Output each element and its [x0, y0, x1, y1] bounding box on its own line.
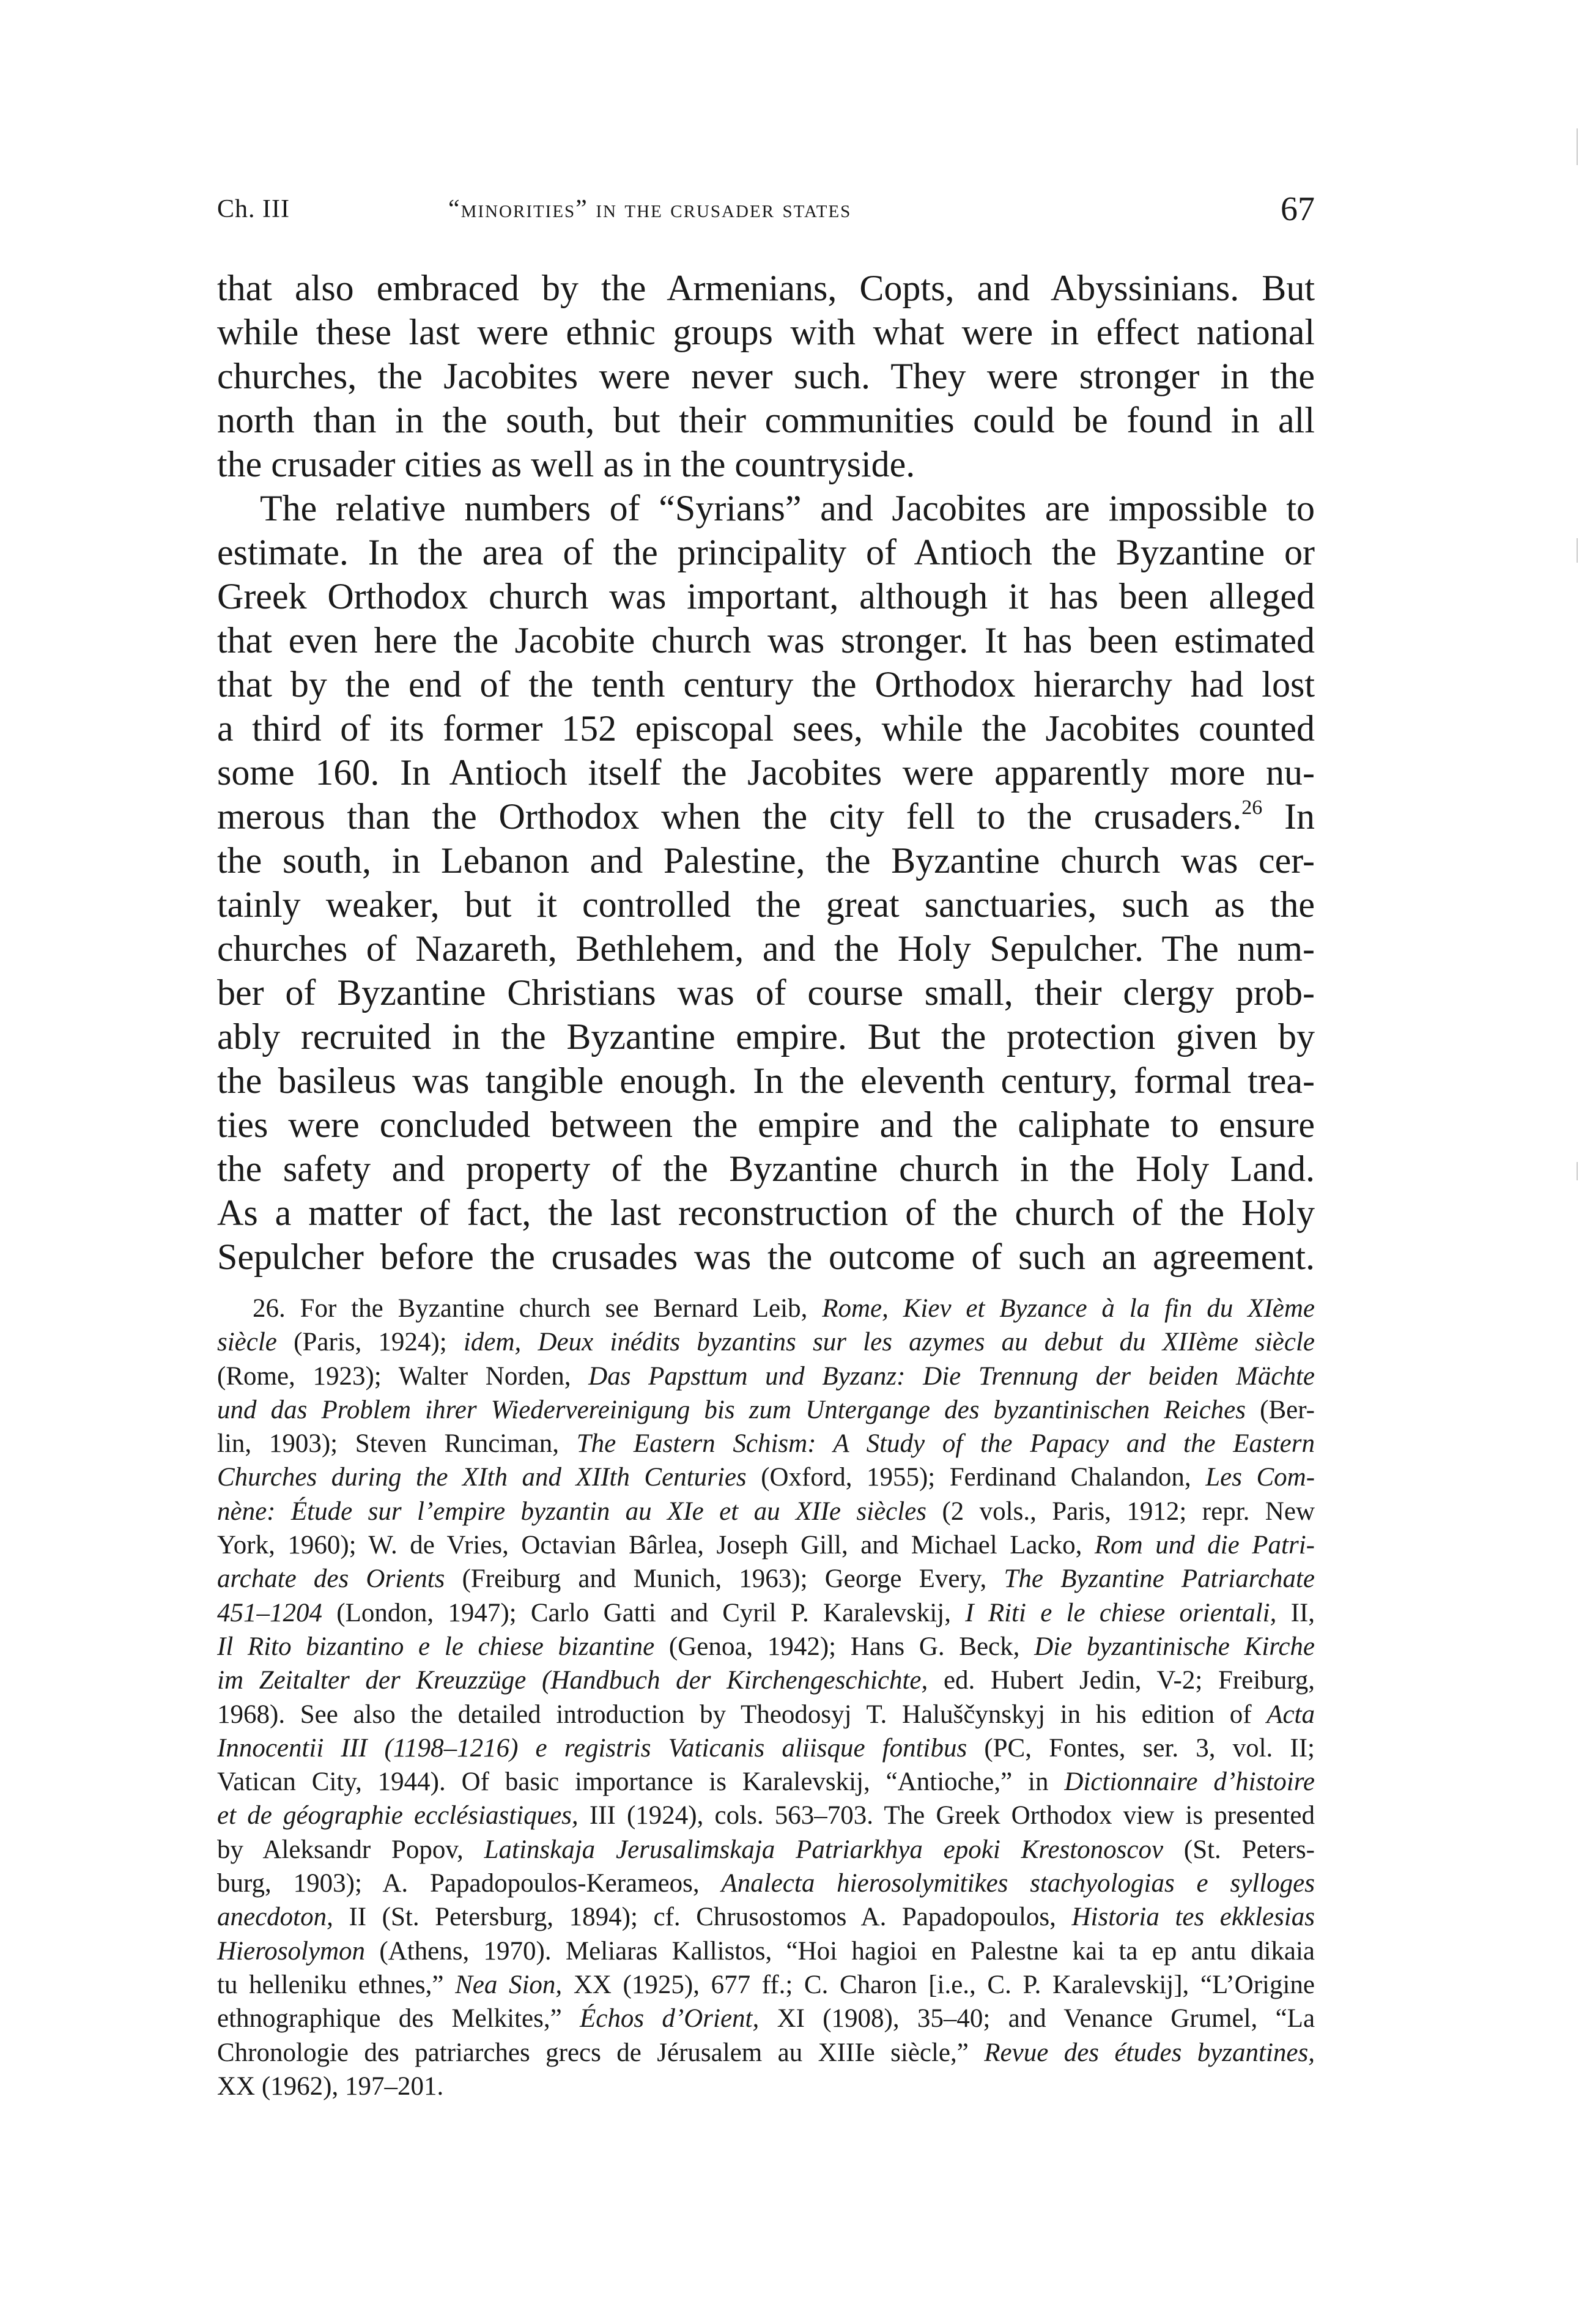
- footnote-text: (St. Peters-: [1183, 1835, 1315, 1864]
- footnote-text: (Athens, 1970). Meliaras Kallistos, “Hoi hagioi en Palestne kai ta ep antu dikaia: [379, 1936, 1315, 1966]
- footnote-line: [217, 2002, 1315, 2035]
- footnote-title: Rom und die Patri-: [1094, 1531, 1315, 1560]
- body-line: As a matter of fact, the last reconstruction of the church of the Holy: [217, 1193, 1315, 1233]
- footnote-title: The Byzantine Patriarchate: [1004, 1564, 1315, 1594]
- body-line: a third of its former 152 episcopal sees, while the Jacobites counted: [217, 708, 1315, 749]
- footnote-text: (London, 1947); Carlo Gatti and Cyril P. Karalevskij,: [336, 1598, 951, 1627]
- footnote-text: ethnographique des Melkites,”: [217, 2004, 562, 2033]
- footnote-line: [217, 1360, 1315, 1393]
- body-line: north than in the south, but their communities could be found in all: [217, 400, 1315, 440]
- body-line-tail: In: [1284, 796, 1315, 837]
- footnote-text: (Rome, 1923); Walter Norden,: [217, 1361, 571, 1391]
- body-line: Greek Orthodox church was important, although it has been alleged: [217, 576, 1315, 616]
- footnote-line: [217, 1900, 1315, 1934]
- body-line: ber of Byzantine Christians was of course small, their clergy prob-: [217, 972, 1315, 1013]
- footnote-line: [217, 1495, 1315, 1528]
- scan-edge-mark: [1577, 538, 1578, 563]
- footnote-reference[interactable]: 26: [1241, 796, 1263, 819]
- footnote-title: Die byzantinische Kirche: [1034, 1632, 1315, 1661]
- footnote-text: 1968). See also the detailed introduction by Theodosyj T. Haluščynskyj in his edition of: [217, 1700, 1252, 1729]
- footnote-text: XX (1925), 677 ff.; C. Charon [i.e., C. P. Karalevskij], “L’Origine: [573, 1970, 1315, 1999]
- footnote-line: [217, 1528, 1315, 1562]
- footnote-text: III (1924), cols. 563–703. The Greek Orthodox view is presented: [589, 1801, 1315, 1830]
- body-line: some 160. In Antioch itself the Jacobites were apparently more nu-: [217, 752, 1315, 793]
- footnote-line: [217, 1663, 1315, 1697]
- body-line: churches, the Jacobites were never such. They were stronger in the: [217, 356, 1315, 396]
- footnote-title: idem, Deux inédits byzantins sur les azymes au debut du XIIème siècle: [463, 1328, 1315, 1357]
- footnote-title: Acta: [1266, 1700, 1315, 1729]
- footnote-text: II,: [1290, 1598, 1315, 1627]
- footnote-title: Il Rito bizantino e le chiese bizantine: [217, 1632, 655, 1661]
- footnote-text: lin, 1903); Steven Runciman,: [217, 1429, 560, 1459]
- footnote-text: (Oxford, 1955); Ferdinand Chalandon,: [761, 1463, 1191, 1492]
- footnote-title: Churches during the XIth and XIIth Centuries: [217, 1463, 747, 1492]
- footnote-title: Dictionnaire d’histoire: [1064, 1767, 1315, 1797]
- body-text: [217, 266, 1315, 1279]
- body-line-with-note-ref: [217, 794, 1315, 838]
- body-line: tainly weaker, but it controlled the great sanctuaries, such as the: [217, 884, 1315, 925]
- footnote-line: [217, 1460, 1315, 1494]
- footnote-title: I Riti e le chiese orientali,: [965, 1598, 1277, 1627]
- footnote-line: [217, 1698, 1315, 1731]
- body-line: ably recruited in the Byzantine empire. But the protection given by: [217, 1016, 1315, 1057]
- footnote-line: [217, 1292, 1315, 1325]
- footnote-line: [217, 1427, 1315, 1460]
- footnote-title: et de géographie ecclésiastiques,: [217, 1801, 579, 1830]
- footnote-title: anecdoton,: [217, 1903, 333, 1932]
- footnote-line: [217, 1731, 1315, 1765]
- footnote-text: (2 vols., Paris, 1912; repr. New: [942, 1497, 1315, 1526]
- footnote-text: burg, 1903); A. Papadopoulos-Kerameos,: [217, 1869, 700, 1898]
- footnote-text: Vatican City, 1944). Of basic importance is Karalevskij, “Antioche,” in: [217, 1767, 1049, 1797]
- footnote-title: Rome, Kiev et Byzance à la fin du XIème: [822, 1294, 1315, 1323]
- footnote-text: For the Byzantine church see Bernard Leib,: [300, 1294, 808, 1323]
- chapter-label: Ch. III: [217, 195, 290, 223]
- footnote-text: XX (1962), 197–201.: [217, 2071, 444, 2101]
- footnote-text: XI (1908), 35–40; and Venance Grumel, “La: [777, 2004, 1315, 2033]
- footnote-line: [217, 1630, 1315, 1663]
- footnote-title: im Zeitalter der Kreuzzüge (Handbuch der Kirchengeschichte,: [217, 1666, 928, 1695]
- footnote-title: Revue des études byzantines,: [984, 2038, 1315, 2067]
- footnote-line: [217, 1562, 1315, 1596]
- footnote-text: (Paris, 1924);: [294, 1328, 447, 1357]
- body-line: while these last were ethnic groups with what were in effect national: [217, 312, 1315, 352]
- paragraph-start-line: The relative numbers of “Syrians” and Jacobites are impossible to: [260, 488, 1315, 528]
- body-line: the crusader cities as well as in the countryside.: [217, 444, 915, 484]
- footnote-title: Hierosolymon: [217, 1936, 366, 1966]
- footnote-line: [217, 1765, 1315, 1799]
- body-line: that also embraced by the Armenians, Copts, and Abyssinians. But: [217, 268, 1315, 308]
- page-number: 67: [1281, 190, 1315, 228]
- footnote-title: 451–1204: [217, 1598, 322, 1627]
- footnote-line: [217, 2070, 1315, 2103]
- chapter-title: “minorities” in the crusader states: [448, 195, 852, 223]
- footnote-text: (Ber-: [1260, 1395, 1315, 1424]
- footnote-title: Nea Sion,: [455, 1970, 563, 1999]
- footnote-text: (PC, Fontes, ser. 3, vol. II;: [984, 1733, 1315, 1763]
- footnote-title: Analecta hierosolymitikes stachyologias e sylloges: [721, 1869, 1315, 1898]
- scan-edge-mark: [1577, 1162, 1578, 1180]
- footnote-text: by Aleksandr Popov,: [217, 1835, 464, 1864]
- footnote-line: [217, 1799, 1315, 1832]
- footnote-text: II (St. Petersburg, 1894); cf. Chrusostomos A. Papadopoulos,: [349, 1903, 1056, 1932]
- footnote-line: [217, 1867, 1315, 1900]
- footnote-title: siècle: [217, 1328, 277, 1357]
- footnote-text: (Genoa, 1942); Hans G. Beck,: [668, 1632, 1020, 1661]
- body-line: churches of Nazareth, Bethlehem, and the Holy Sepulcher. The num-: [217, 928, 1315, 969]
- footnote-line: [217, 1968, 1315, 2002]
- footnote-text: ed. Hubert Jedin, V-2; Freiburg,: [943, 1666, 1315, 1695]
- body-line: the basileus was tangible enough. In the eleventh century, formal trea-: [217, 1060, 1315, 1101]
- footnote-title: Das Papsttum und Byzanz: Die Trennung der beiden Mächte: [588, 1361, 1315, 1391]
- body-line: estimate. In the area of the principality of Antioch the Byzantine or: [217, 532, 1315, 572]
- footnote-line: [217, 1833, 1315, 1867]
- body-line: that by the end of the tenth century the Orthodox hierarchy had lost: [217, 664, 1315, 705]
- body-line: Sepulcher before the crusades was the outcome of such an agreement.: [217, 1237, 1315, 1277]
- body-line: that even here the Jacobite church was stronger. It has been estimated: [217, 620, 1315, 661]
- footnote-line: [217, 1325, 1315, 1359]
- footnote-text: (Freiburg and Munich, 1963); George Every,: [462, 1564, 987, 1594]
- footnote-title: Innocentii III (1198–1216) e registris Vaticanis aliisque fontibus: [217, 1733, 967, 1763]
- footnote-title: Latinskaja Jerusalimskaja Patriarkhya epoki Krestonoscov: [484, 1835, 1164, 1864]
- footnote-line: [217, 2036, 1315, 2070]
- footnote-number: 26.: [253, 1294, 286, 1323]
- footnote-title: Les Com-: [1205, 1463, 1315, 1492]
- scan-edge-mark: [1577, 128, 1578, 165]
- footnote-text: tu helleniku ethnes,”: [217, 1970, 444, 1999]
- footnote-title: nène: Étude sur l’empire byzantin au XIe et au XIIe siècles: [217, 1497, 927, 1526]
- footnote-title: Historia tes ekklesias: [1071, 1903, 1315, 1932]
- footnote-title: Échos d’Orient,: [580, 2004, 760, 2033]
- footnote-title: archate des Orients: [217, 1564, 445, 1594]
- footnote-26: [217, 1292, 1315, 2103]
- body-line: the safety and property of the Byzantine church in the Holy Land.: [217, 1149, 1315, 1189]
- body-line-text: merous than the Orthodox when the city fell to the crusaders.: [217, 796, 1242, 837]
- footnote-text: Chronologie des patriarches grecs de Jérusalem au XIIIe siècle,”: [217, 2038, 969, 2067]
- footnote-title: und das Problem ihrer Wiedervereinigung bis zum Untergange des byzantinischen Reiches: [217, 1395, 1246, 1424]
- footnote-line: [217, 1596, 1315, 1630]
- body-line: ties were concluded between the empire and the caliphate to ensure: [217, 1105, 1315, 1145]
- footnote-title: The Eastern Schism: A Study of the Papacy and the Eastern: [576, 1429, 1315, 1459]
- footnote-line: [217, 1393, 1315, 1427]
- footnote-line: [217, 1934, 1315, 1968]
- running-head: [217, 190, 1315, 232]
- body-line: the south, in Lebanon and Palestine, the Byzantine church was cer-: [217, 840, 1315, 881]
- footnote-text: York, 1960); W. de Vries, Octavian Bârlea, Joseph Gill, and Michael Lacko,: [217, 1531, 1082, 1560]
